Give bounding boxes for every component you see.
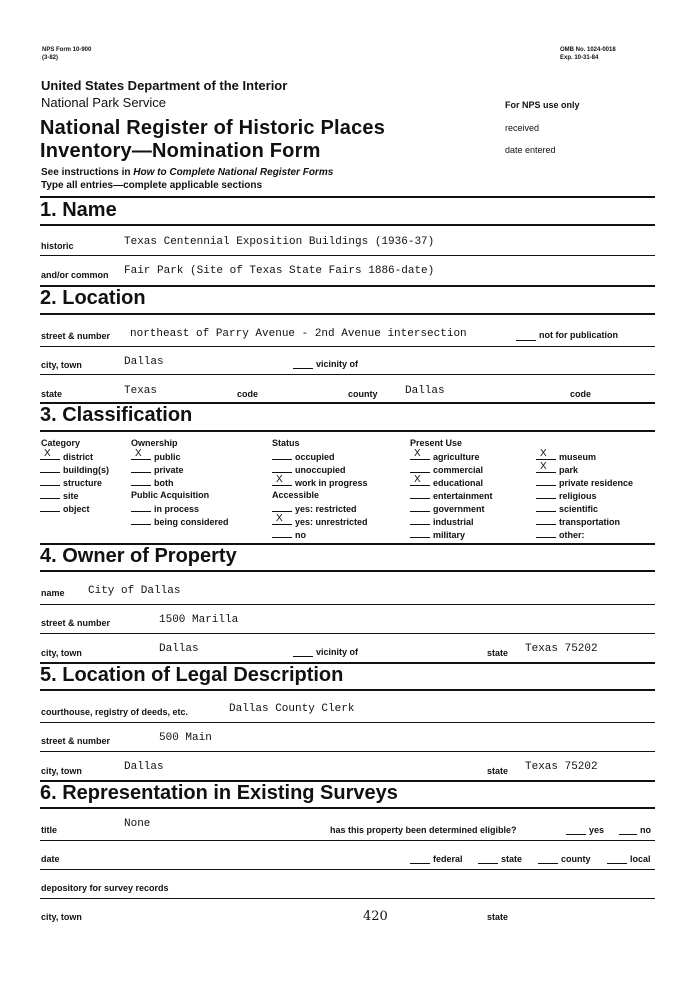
status-work-in-progress[interactable]: X work in progress	[272, 477, 368, 490]
survey-title-value[interactable]: None	[124, 818, 151, 830]
state-blank[interactable]	[478, 863, 498, 864]
field-line	[40, 633, 655, 634]
status-unoccupied[interactable]: unoccupied	[272, 464, 368, 477]
federal-blank[interactable]	[410, 863, 430, 864]
state-level-label: state	[501, 854, 523, 864]
city-value[interactable]: Dallas	[124, 356, 164, 368]
present-use-list-1	[410, 448, 493, 542]
county-level-label: county	[561, 854, 591, 864]
form-title-1: National Register of Historic Places	[40, 117, 386, 139]
field-line	[40, 255, 655, 256]
acquisition-list	[131, 503, 229, 529]
depository-label: depository for survey records	[41, 883, 169, 893]
accessible-list	[272, 503, 368, 542]
state-label: state	[41, 389, 63, 399]
legal-city-label: city, town	[41, 766, 82, 776]
not-for-publication-label: not for publication	[539, 330, 618, 340]
section-2-title: 2. Location	[40, 287, 146, 309]
county-code-label: code	[570, 389, 592, 399]
section-5-title: 5. Location of Legal Description	[40, 664, 344, 686]
survey-city-label: city, town	[41, 912, 82, 922]
ownership-private[interactable]: private	[131, 464, 184, 477]
owner-street-value[interactable]: 1500 Marilla	[159, 614, 239, 626]
state-value[interactable]: Texas	[124, 385, 158, 397]
eligible-no-blank[interactable]	[619, 834, 637, 835]
owner-name-value[interactable]: City of Dallas	[88, 585, 181, 597]
federal-label: federal	[433, 854, 463, 864]
accessible-unrestricted[interactable]: X yes: unrestricted	[272, 516, 368, 529]
common-value[interactable]: Fair Park (Site of Texas State Fairs 1886-date)	[124, 265, 435, 277]
date-entered-label: date entered	[505, 145, 556, 155]
use-transportation[interactable]: transportation	[536, 516, 633, 529]
code-label: code	[237, 389, 259, 399]
omb-number: OMB No. 1024-0018	[560, 47, 616, 53]
section-6-title: 6. Representation in Existing Surveys	[40, 782, 398, 804]
vicinity-blank[interactable]	[293, 368, 313, 369]
divider	[40, 689, 655, 691]
acquisition-in-process[interactable]: in process	[131, 503, 229, 516]
courthouse-value[interactable]: Dallas County Clerk	[229, 703, 355, 715]
historic-label: historic	[41, 241, 74, 251]
section-3-title: 3. Classification	[40, 404, 193, 426]
field-line	[40, 722, 655, 723]
historic-value[interactable]: Texas Centennial Exposition Buildings (1936-37)	[124, 236, 435, 248]
category-site[interactable]: site	[40, 490, 109, 503]
owner-city-label: city, town	[41, 648, 82, 658]
present-use-heading: Present Use	[410, 438, 463, 448]
eligible-no-label: no	[640, 825, 651, 835]
instructions-reference: How to Complete National Register Forms	[133, 167, 334, 178]
field-line	[40, 869, 655, 870]
page-number: 420	[363, 909, 388, 924]
street-label: street & number	[41, 331, 111, 341]
county-blank[interactable]	[538, 863, 558, 864]
use-commercial[interactable]: commercial	[410, 464, 493, 477]
divider	[40, 224, 655, 226]
eligible-yes-label: yes	[589, 825, 605, 835]
accessible-no[interactable]: no	[272, 529, 368, 542]
use-scientific[interactable]: scientific	[536, 503, 633, 516]
survey-state-label: state	[487, 912, 509, 922]
field-line	[40, 604, 655, 605]
use-other[interactable]: other:	[536, 529, 633, 542]
status-list	[272, 451, 368, 490]
acquisition-heading: Public Acquisition	[131, 490, 210, 500]
ownership-list	[131, 448, 184, 490]
received-label: received	[505, 123, 540, 133]
form-title-2: Inventory—Nomination Form	[40, 140, 321, 162]
legal-city-value[interactable]: Dallas	[124, 761, 164, 773]
category-structure[interactable]: structure	[40, 477, 109, 490]
use-religious[interactable]: religious	[536, 490, 633, 503]
use-entertainment[interactable]: entertainment	[410, 490, 493, 503]
category-district[interactable]: X district	[40, 451, 109, 464]
section-1-title: 1. Name	[40, 199, 117, 221]
expiration: Exp. 10-31-84	[560, 55, 599, 61]
legal-street-value[interactable]: 500 Main	[159, 732, 212, 744]
instructions-line-2: Type all entries—complete applicable sections	[41, 180, 263, 191]
field-line	[40, 898, 655, 899]
field-line	[40, 374, 655, 375]
vicinity-label: vicinity of	[316, 359, 359, 369]
courthouse-label: courthouse, registry of deeds, etc.	[41, 707, 189, 717]
legal-state-value[interactable]: Texas 75202	[525, 761, 598, 773]
owner-state-label: state	[487, 648, 509, 658]
legal-street-label: street & number	[41, 736, 111, 746]
present-use-list-2	[536, 448, 634, 542]
common-label: and/or common	[41, 270, 109, 280]
divider	[40, 570, 655, 572]
section-4-title: 4. Owner of Property	[40, 545, 237, 567]
service: National Park Service	[41, 95, 166, 110]
local-blank[interactable]	[607, 863, 627, 864]
owner-state-value[interactable]: Texas 75202	[525, 643, 598, 655]
acquisition-being-considered[interactable]: being considered	[131, 516, 229, 529]
instructions-line: See instructions in How to Complete National Register Forms	[41, 167, 334, 178]
local-label: local	[630, 854, 651, 864]
use-private-residence[interactable]: private residence	[536, 477, 633, 490]
use-military[interactable]: military	[410, 529, 493, 542]
ownership-both[interactable]: both	[131, 477, 184, 490]
use-museum[interactable]: X museum	[536, 451, 633, 464]
form-revision: (3-82)	[42, 55, 59, 61]
form-number: NPS Form 10-900	[42, 47, 92, 53]
category-list	[40, 448, 109, 516]
owner-street-label: street & number	[41, 618, 111, 628]
divider	[40, 196, 655, 198]
field-line	[40, 840, 655, 841]
divider	[40, 430, 655, 432]
survey-title-label: title	[41, 825, 58, 835]
divider	[40, 807, 655, 809]
category-object[interactable]: object	[40, 503, 109, 516]
street-value[interactable]: northeast of Parry Avenue - 2nd Avenue intersection	[130, 328, 467, 340]
county-value[interactable]: Dallas	[405, 385, 445, 397]
nps-use-label: For NPS use only	[505, 100, 580, 110]
eligible-yes-blank[interactable]	[566, 834, 586, 835]
eligible-question: has this property been determined eligible?	[330, 825, 517, 835]
use-educational[interactable]: X educational	[410, 477, 493, 490]
department: United States Department of the Interior	[41, 78, 288, 93]
not-for-publication-blank[interactable]	[516, 340, 536, 341]
field-line	[40, 346, 655, 347]
city-label: city, town	[41, 360, 82, 370]
owner-city-value[interactable]: Dallas	[159, 643, 199, 655]
use-government[interactable]: government	[410, 503, 493, 516]
status-occupied[interactable]: occupied	[272, 451, 368, 464]
use-park[interactable]: X park	[536, 464, 633, 477]
category-buildings[interactable]: building(s)	[40, 464, 109, 477]
ownership-heading: Ownership	[131, 438, 178, 448]
legal-state-label: state	[487, 766, 509, 776]
ownership-public[interactable]: X public	[131, 451, 184, 464]
owner-name-label: name	[41, 588, 65, 598]
survey-date-label: date	[41, 854, 60, 864]
owner-vicinity-label: vicinity of	[316, 647, 359, 657]
accessible-restricted[interactable]: yes: restricted	[272, 503, 368, 516]
use-industrial[interactable]: industrial	[410, 516, 493, 529]
accessible-heading: Accessible	[272, 490, 320, 500]
category-heading: Category	[41, 438, 81, 448]
divider	[40, 313, 655, 315]
use-agriculture[interactable]: X agriculture	[410, 451, 493, 464]
status-heading: Status	[272, 438, 300, 448]
owner-vicinity-blank[interactable]	[293, 656, 313, 657]
field-line	[40, 751, 655, 752]
county-label: county	[348, 389, 378, 399]
